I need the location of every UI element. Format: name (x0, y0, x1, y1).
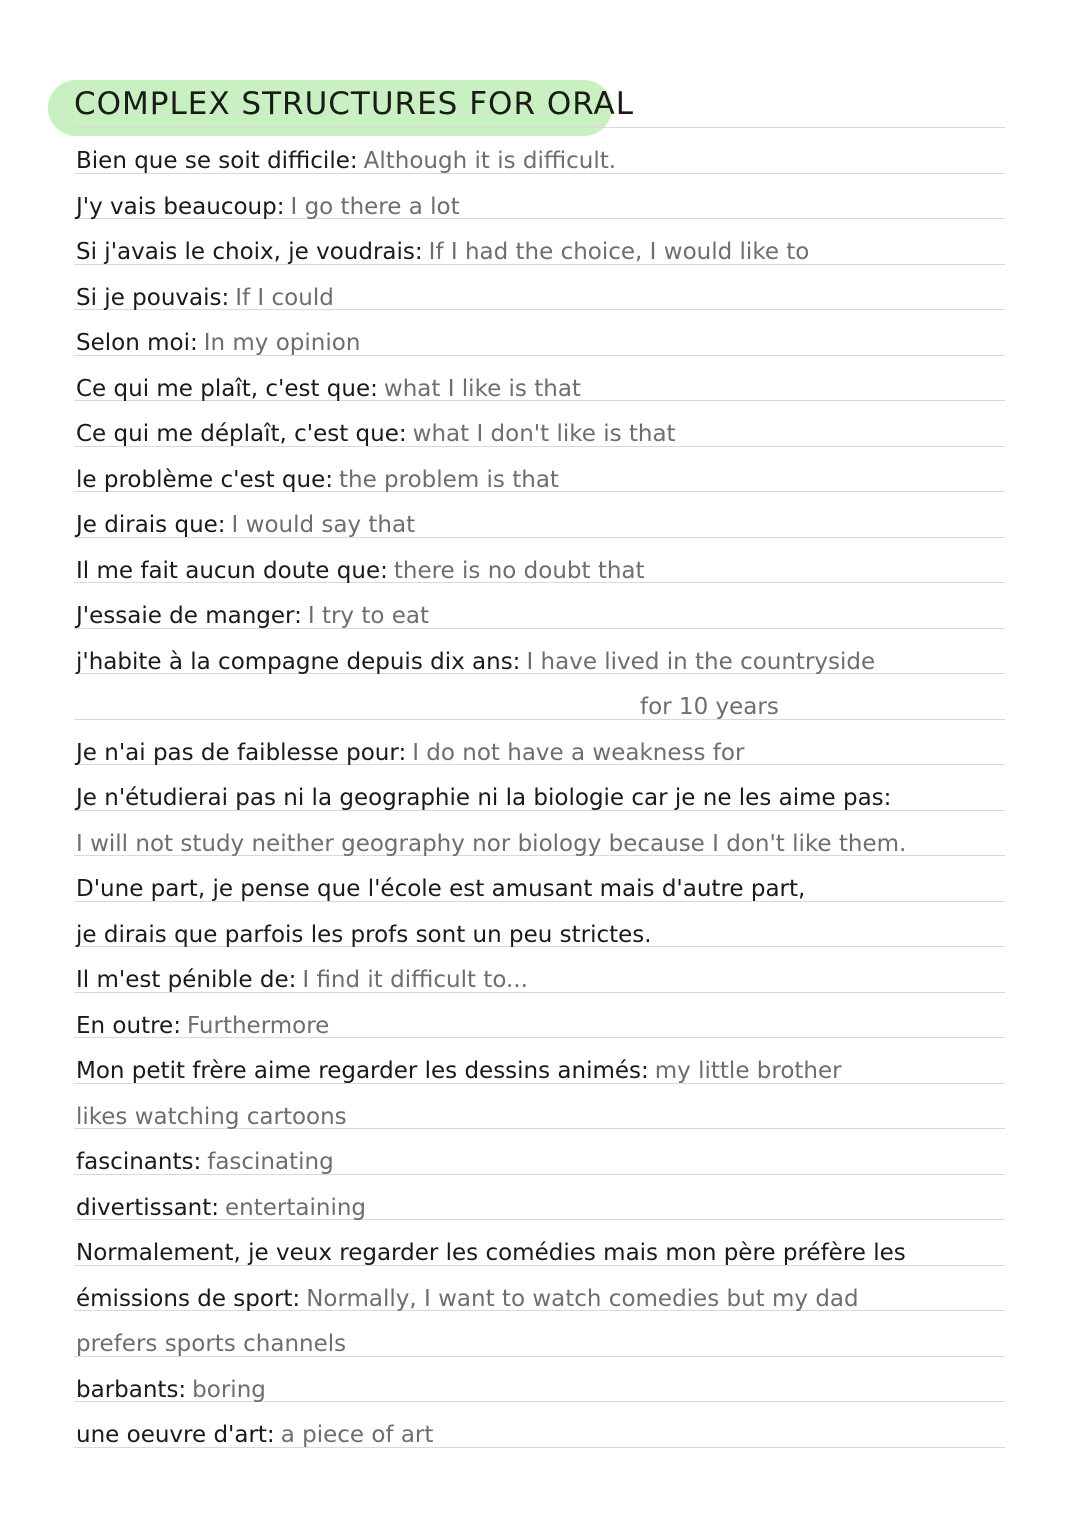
french-phrase: Mon petit frère aime regarder les dessins animés: (76, 1058, 649, 1084)
french-phrase: J'y vais beaucoup: (76, 194, 285, 220)
english-translation: If I had the choice, I would like to (428, 239, 810, 265)
french-phrase: fascinants: (76, 1149, 202, 1175)
french-phrase: Si j'avais le choix, je voudrais: (76, 239, 423, 265)
phrase-line (76, 724, 744, 768)
french-phrase: Bien que se soit difficile: (76, 148, 358, 174)
phrase-line (76, 1088, 347, 1132)
phrase-line (76, 1270, 859, 1314)
phrase-line (76, 451, 559, 495)
english-translation: I go there a lot (290, 194, 460, 220)
french-phrase: J'essaie de manger: (76, 603, 302, 629)
phrase-line (76, 360, 581, 404)
english-translation: boring (192, 1377, 266, 1403)
english-translation: the problem is that (339, 467, 559, 493)
french-phrase: divertissant: (76, 1195, 220, 1221)
french-phrase: Ce qui me déplaît, c'est que: (76, 421, 407, 447)
english-translation: likes watching cartoons (76, 1104, 347, 1130)
english-translation: I would say that (231, 512, 416, 538)
english-translation: fascinating (207, 1149, 334, 1175)
phrase-line (76, 633, 875, 677)
phrase-line (76, 815, 906, 859)
phrase-line (76, 542, 645, 586)
french-phrase: Selon moi: (76, 330, 198, 356)
phrase-line (76, 178, 460, 222)
english-translation: a piece of art (280, 1422, 434, 1448)
english-translation: what I like is that (383, 376, 581, 402)
phrase-line (76, 1315, 346, 1359)
french-phrase: Il me fait aucun doute que: (76, 558, 388, 584)
french-phrase: je dirais que parfois les profs sont un peu strictes. (76, 922, 652, 948)
english-translation: Normally, I want to watch comedies but my dad (306, 1286, 859, 1312)
phrase-line (76, 997, 329, 1041)
phrase-line (76, 269, 334, 313)
french-phrase: émissions de sport: (76, 1286, 301, 1312)
phrase-line (76, 860, 805, 904)
phrase-line (76, 223, 809, 267)
french-phrase: Normalement, je veux regarder les comédies mais mon père préfère les (76, 1240, 906, 1266)
phrase-line (76, 951, 528, 995)
english-translation: what I don't like is that (412, 421, 676, 447)
french-phrase: Je n'ai pas de faiblesse pour: (76, 740, 407, 766)
french-phrase: le problème c'est que: (76, 467, 333, 493)
english-translation: there is no doubt that (393, 558, 645, 584)
english-translation: I find it difficult to... (302, 967, 528, 993)
phrase-line (76, 587, 429, 631)
ruled-line (74, 719, 1005, 720)
french-phrase: Il m'est pénible de: (76, 967, 297, 993)
french-phrase: une oeuvre d'art: (76, 1422, 275, 1448)
phrase-line (76, 1179, 366, 1223)
english-translation: In my opinion (203, 330, 361, 356)
phrase-line (76, 1042, 842, 1086)
english-translation: I have lived in the countryside (526, 649, 876, 675)
english-translation: I will not study neither geography nor biology because I don't like them. (76, 831, 907, 857)
english-translation: Furthermore (186, 1013, 330, 1039)
page-title: COMPLEX STRUCTURES FOR ORAL (74, 86, 634, 122)
phrase-line (76, 906, 652, 950)
phrase-line (76, 1133, 334, 1177)
english-translation: my little brother (654, 1058, 842, 1084)
phrase-line (76, 769, 891, 813)
french-phrase: Je dirais que: (76, 512, 226, 538)
french-phrase: Si je pouvais: (76, 285, 230, 311)
phrase-line (76, 405, 676, 449)
phrase-line (76, 132, 616, 176)
phrase-line (76, 496, 415, 540)
french-phrase: barbants: (76, 1377, 187, 1403)
french-phrase: En outre: (76, 1013, 181, 1039)
phrase-line (640, 678, 779, 722)
english-translation: I try to eat (307, 603, 430, 629)
phrase-line (76, 1406, 433, 1450)
english-translation: prefers sports channels (76, 1331, 347, 1357)
french-phrase: Ce qui me plaît, c'est que: (76, 376, 378, 402)
french-phrase: Je n'étudierai pas ni la geographie ni la biologie car je ne les aime pas: (76, 785, 892, 811)
english-translation: entertaining (225, 1195, 367, 1221)
french-phrase: j'habite à la compagne depuis dix ans: (76, 649, 521, 675)
french-phrase: D'une part, je pense que l'école est amusant mais d'autre part, (76, 876, 806, 902)
phrase-line (76, 1224, 906, 1268)
ruled-line (74, 127, 1005, 128)
phrase-line (76, 314, 360, 358)
phrase-line (76, 1361, 266, 1405)
english-translation: for 10 years (640, 694, 779, 720)
english-translation: Although it is difficult. (363, 148, 617, 174)
english-translation: I do not have a weakness for (412, 740, 745, 766)
english-translation: If I could (235, 285, 334, 311)
